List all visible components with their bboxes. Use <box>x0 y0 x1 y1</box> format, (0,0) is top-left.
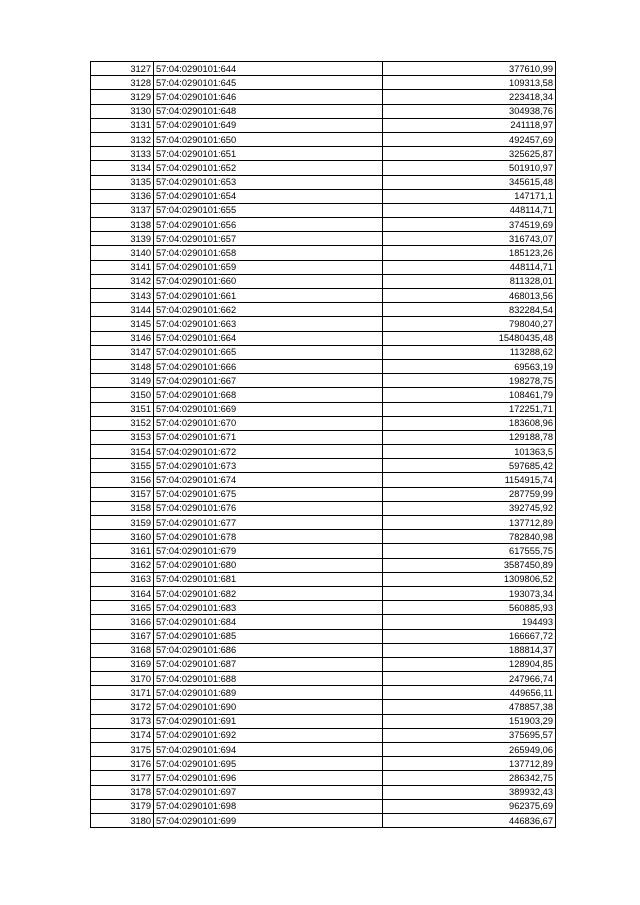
row-number-cell: 3161 <box>91 544 154 558</box>
value-cell: 137712,89 <box>383 516 556 530</box>
row-number-cell: 3141 <box>91 260 154 274</box>
table-row <box>91 714 556 728</box>
row-number-cell: 3130 <box>91 104 154 118</box>
cadastral-number-cell: 57:04:0290101:678 <box>154 530 383 544</box>
value-cell: 128904,85 <box>383 657 556 671</box>
cadastral-value-table <box>90 61 556 828</box>
table-row <box>91 558 556 572</box>
cadastral-number-cell: 57:04:0290101:689 <box>154 686 383 700</box>
value-cell: 223418,34 <box>383 90 556 104</box>
cadastral-number-cell: 57:04:0290101:665 <box>154 345 383 359</box>
value-cell: 198278,75 <box>383 374 556 388</box>
row-number-cell: 3160 <box>91 530 154 544</box>
row-number-cell: 3166 <box>91 615 154 629</box>
value-cell: 69563,19 <box>383 359 556 373</box>
cadastral-number-cell: 57:04:0290101:644 <box>154 62 383 76</box>
value-cell: 446836,67 <box>383 813 556 827</box>
row-number-cell: 3145 <box>91 317 154 331</box>
row-number-cell: 3169 <box>91 657 154 671</box>
table-row <box>91 813 556 827</box>
value-cell: 15480435,48 <box>383 331 556 345</box>
table-row <box>91 289 556 303</box>
value-cell: 185123,26 <box>383 246 556 260</box>
table-row <box>91 799 556 813</box>
row-number-cell: 3164 <box>91 586 154 600</box>
value-cell: 782840,98 <box>383 530 556 544</box>
row-number-cell: 3150 <box>91 388 154 402</box>
row-number-cell: 3178 <box>91 785 154 799</box>
value-cell: 109313,58 <box>383 76 556 90</box>
row-number-cell: 3134 <box>91 161 154 175</box>
row-number-cell: 3149 <box>91 374 154 388</box>
row-number-cell: 3144 <box>91 303 154 317</box>
value-cell: 345615,48 <box>383 175 556 189</box>
cadastral-number-cell: 57:04:0290101:674 <box>154 473 383 487</box>
table-row <box>91 700 556 714</box>
cadastral-number-cell: 57:04:0290101:666 <box>154 359 383 373</box>
cadastral-number-cell: 57:04:0290101:655 <box>154 203 383 217</box>
row-number-cell: 3138 <box>91 218 154 232</box>
cadastral-number-cell: 57:04:0290101:677 <box>154 516 383 530</box>
table-body <box>91 62 556 828</box>
row-number-cell: 3140 <box>91 246 154 260</box>
row-number-cell: 3129 <box>91 90 154 104</box>
table-row <box>91 359 556 373</box>
cadastral-number-cell: 57:04:0290101:685 <box>154 629 383 643</box>
value-cell: 377610,99 <box>383 62 556 76</box>
cadastral-number-cell: 57:04:0290101:661 <box>154 289 383 303</box>
value-cell: 962375,69 <box>383 799 556 813</box>
value-cell: 492457,69 <box>383 132 556 146</box>
value-cell: 478857,38 <box>383 700 556 714</box>
value-cell: 374519,69 <box>383 218 556 232</box>
table-row <box>91 416 556 430</box>
row-number-cell: 3127 <box>91 62 154 76</box>
table-row <box>91 147 556 161</box>
cadastral-number-cell: 57:04:0290101:651 <box>154 147 383 161</box>
cadastral-number-cell: 57:04:0290101:681 <box>154 572 383 586</box>
table-row <box>91 274 556 288</box>
value-cell: 183608,96 <box>383 416 556 430</box>
table-row <box>91 672 556 686</box>
row-number-cell: 3148 <box>91 359 154 373</box>
row-number-cell: 3167 <box>91 629 154 643</box>
value-cell: 147171,1 <box>383 189 556 203</box>
row-number-cell: 3174 <box>91 728 154 742</box>
cadastral-number-cell: 57:04:0290101:692 <box>154 728 383 742</box>
cadastral-number-cell: 57:04:0290101:672 <box>154 445 383 459</box>
row-number-cell: 3176 <box>91 757 154 771</box>
value-cell: 137712,89 <box>383 757 556 771</box>
table-row <box>91 501 556 515</box>
value-cell: 560885,93 <box>383 601 556 615</box>
value-cell: 166667,72 <box>383 629 556 643</box>
row-number-cell: 3152 <box>91 416 154 430</box>
table-row <box>91 175 556 189</box>
row-number-cell: 3170 <box>91 672 154 686</box>
cadastral-number-cell: 57:04:0290101:687 <box>154 657 383 671</box>
table-row <box>91 601 556 615</box>
value-cell: 392745,92 <box>383 501 556 515</box>
value-cell: 108461,79 <box>383 388 556 402</box>
table-row <box>91 331 556 345</box>
table-row <box>91 686 556 700</box>
value-cell: 597685,42 <box>383 459 556 473</box>
row-number-cell: 3172 <box>91 700 154 714</box>
cadastral-number-cell: 57:04:0290101:698 <box>154 799 383 813</box>
value-cell: 113288,62 <box>383 345 556 359</box>
value-cell: 193073,34 <box>383 586 556 600</box>
table-row <box>91 62 556 76</box>
table-row <box>91 757 556 771</box>
cadastral-number-cell: 57:04:0290101:682 <box>154 586 383 600</box>
value-cell: 375695,57 <box>383 728 556 742</box>
row-number-cell: 3154 <box>91 445 154 459</box>
value-cell: 265949,06 <box>383 743 556 757</box>
row-number-cell: 3165 <box>91 601 154 615</box>
value-cell: 286342,75 <box>383 771 556 785</box>
cadastral-number-cell: 57:04:0290101:696 <box>154 771 383 785</box>
value-cell: 172251,71 <box>383 402 556 416</box>
row-number-cell: 3162 <box>91 558 154 572</box>
cadastral-number-cell: 57:04:0290101:645 <box>154 76 383 90</box>
value-cell: 448114,71 <box>383 260 556 274</box>
row-number-cell: 3158 <box>91 501 154 515</box>
table-row <box>91 203 556 217</box>
row-number-cell: 3175 <box>91 743 154 757</box>
value-cell: 1309806,52 <box>383 572 556 586</box>
row-number-cell: 3163 <box>91 572 154 586</box>
value-cell: 501910,97 <box>383 161 556 175</box>
table-row <box>91 388 556 402</box>
cadastral-number-cell: 57:04:0290101:669 <box>154 402 383 416</box>
cadastral-number-cell: 57:04:0290101:658 <box>154 246 383 260</box>
row-number-cell: 3151 <box>91 402 154 416</box>
cadastral-number-cell: 57:04:0290101:660 <box>154 274 383 288</box>
value-cell: 325625,87 <box>383 147 556 161</box>
cadastral-number-cell: 57:04:0290101:659 <box>154 260 383 274</box>
value-cell: 468013,56 <box>383 289 556 303</box>
row-number-cell: 3132 <box>91 132 154 146</box>
table-row <box>91 728 556 742</box>
table-row <box>91 260 556 274</box>
value-cell: 188814,37 <box>383 643 556 657</box>
row-number-cell: 3135 <box>91 175 154 189</box>
row-number-cell: 3179 <box>91 799 154 813</box>
value-cell: 617555,75 <box>383 544 556 558</box>
table-row <box>91 430 556 444</box>
table-row <box>91 459 556 473</box>
value-cell: 287759,99 <box>383 487 556 501</box>
value-cell: 3587450,89 <box>383 558 556 572</box>
table-row <box>91 771 556 785</box>
cadastral-number-cell: 57:04:0290101:699 <box>154 813 383 827</box>
table-row <box>91 104 556 118</box>
cadastral-number-cell: 57:04:0290101:694 <box>154 743 383 757</box>
table-row <box>91 161 556 175</box>
row-number-cell: 3142 <box>91 274 154 288</box>
table-row <box>91 516 556 530</box>
value-cell: 449656,11 <box>383 686 556 700</box>
table-row <box>91 374 556 388</box>
row-number-cell: 3128 <box>91 76 154 90</box>
table-row <box>91 76 556 90</box>
row-number-cell: 3153 <box>91 430 154 444</box>
row-number-cell: 3157 <box>91 487 154 501</box>
cadastral-number-cell: 57:04:0290101:680 <box>154 558 383 572</box>
cadastral-number-cell: 57:04:0290101:688 <box>154 672 383 686</box>
cadastral-number-cell: 57:04:0290101:654 <box>154 189 383 203</box>
cadastral-number-cell: 57:04:0290101:697 <box>154 785 383 799</box>
cadastral-number-cell: 57:04:0290101:676 <box>154 501 383 515</box>
cadastral-number-cell: 57:04:0290101:691 <box>154 714 383 728</box>
table-row <box>91 402 556 416</box>
cadastral-number-cell: 57:04:0290101:675 <box>154 487 383 501</box>
table-row <box>91 132 556 146</box>
row-number-cell: 3177 <box>91 771 154 785</box>
value-cell: 129188,78 <box>383 430 556 444</box>
row-number-cell: 3180 <box>91 813 154 827</box>
cadastral-number-cell: 57:04:0290101:690 <box>154 700 383 714</box>
table-row <box>91 90 556 104</box>
table-row <box>91 232 556 246</box>
value-cell: 448114,71 <box>383 203 556 217</box>
cadastral-number-cell: 57:04:0290101:686 <box>154 643 383 657</box>
value-cell: 194493 <box>383 615 556 629</box>
cadastral-number-cell: 57:04:0290101:671 <box>154 430 383 444</box>
row-number-cell: 3171 <box>91 686 154 700</box>
table-row <box>91 785 556 799</box>
value-cell: 316743,07 <box>383 232 556 246</box>
cadastral-number-cell: 57:04:0290101:667 <box>154 374 383 388</box>
cadastral-number-cell: 57:04:0290101:679 <box>154 544 383 558</box>
value-cell: 247966,74 <box>383 672 556 686</box>
cadastral-number-cell: 57:04:0290101:684 <box>154 615 383 629</box>
row-number-cell: 3156 <box>91 473 154 487</box>
row-number-cell: 3131 <box>91 118 154 132</box>
table-row <box>91 317 556 331</box>
table-row <box>91 544 556 558</box>
table-row <box>91 218 556 232</box>
table-row <box>91 303 556 317</box>
cadastral-number-cell: 57:04:0290101:657 <box>154 232 383 246</box>
value-cell: 151903,29 <box>383 714 556 728</box>
value-cell: 389932,43 <box>383 785 556 799</box>
row-number-cell: 3137 <box>91 203 154 217</box>
cadastral-number-cell: 57:04:0290101:683 <box>154 601 383 615</box>
row-number-cell: 3147 <box>91 345 154 359</box>
table-row <box>91 189 556 203</box>
value-cell: 811328,01 <box>383 274 556 288</box>
table-row <box>91 246 556 260</box>
cadastral-number-cell: 57:04:0290101:664 <box>154 331 383 345</box>
cadastral-number-cell: 57:04:0290101:648 <box>154 104 383 118</box>
table-row <box>91 445 556 459</box>
cadastral-number-cell: 57:04:0290101:656 <box>154 218 383 232</box>
cadastral-number-cell: 57:04:0290101:652 <box>154 161 383 175</box>
table-row <box>91 657 556 671</box>
row-number-cell: 3146 <box>91 331 154 345</box>
cadastral-number-cell: 57:04:0290101:670 <box>154 416 383 430</box>
cadastral-number-cell: 57:04:0290101:695 <box>154 757 383 771</box>
cadastral-number-cell: 57:04:0290101:650 <box>154 132 383 146</box>
row-number-cell: 3133 <box>91 147 154 161</box>
table-row <box>91 615 556 629</box>
row-number-cell: 3139 <box>91 232 154 246</box>
cadastral-number-cell: 57:04:0290101:653 <box>154 175 383 189</box>
table-row <box>91 118 556 132</box>
table-row <box>91 345 556 359</box>
row-number-cell: 3143 <box>91 289 154 303</box>
row-number-cell: 3173 <box>91 714 154 728</box>
row-number-cell: 3168 <box>91 643 154 657</box>
table-row <box>91 572 556 586</box>
cadastral-number-cell: 57:04:0290101:668 <box>154 388 383 402</box>
row-number-cell: 3159 <box>91 516 154 530</box>
cadastral-number-cell: 57:04:0290101:646 <box>154 90 383 104</box>
cadastral-number-cell: 57:04:0290101:649 <box>154 118 383 132</box>
value-cell: 304938,76 <box>383 104 556 118</box>
cadastral-number-cell: 57:04:0290101:673 <box>154 459 383 473</box>
cadastral-number-cell: 57:04:0290101:663 <box>154 317 383 331</box>
value-cell: 101363,5 <box>383 445 556 459</box>
value-cell: 241118,97 <box>383 118 556 132</box>
table-row <box>91 586 556 600</box>
value-cell: 832284,54 <box>383 303 556 317</box>
value-cell: 1154915,74 <box>383 473 556 487</box>
table-row <box>91 473 556 487</box>
table-row <box>91 487 556 501</box>
table-row <box>91 643 556 657</box>
row-number-cell: 3136 <box>91 189 154 203</box>
table-row <box>91 743 556 757</box>
cadastral-number-cell: 57:04:0290101:662 <box>154 303 383 317</box>
table-row <box>91 530 556 544</box>
table-row <box>91 629 556 643</box>
value-cell: 798040,27 <box>383 317 556 331</box>
row-number-cell: 3155 <box>91 459 154 473</box>
